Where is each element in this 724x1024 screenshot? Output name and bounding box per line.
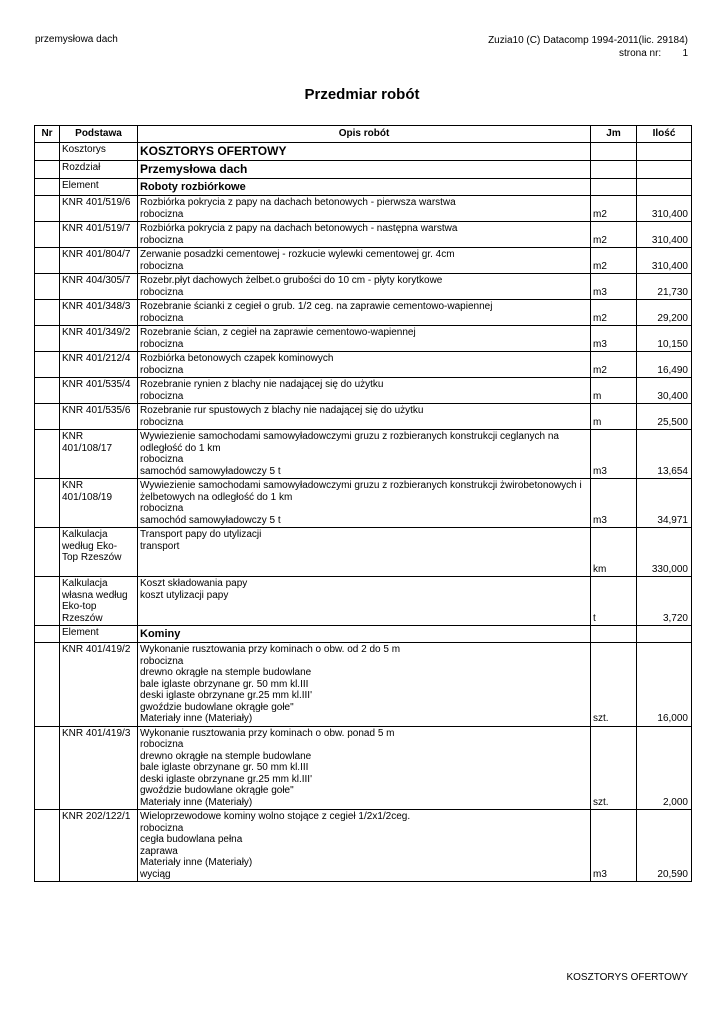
opis-line: Roboty rozbiórkowe: [140, 181, 246, 193]
cell-jm: szt.: [591, 643, 637, 727]
table-row: [35, 378, 692, 404]
cell-opis: [138, 196, 591, 222]
opis-line: koszt utylizacji papy: [140, 589, 229, 601]
header-software-info: [488, 34, 688, 60]
cell-ilosc: 20,590: [637, 810, 692, 882]
opis-line: [140, 613, 588, 625]
table-row: [35, 161, 692, 179]
podstawa-line: Eko-top: [62, 601, 97, 612]
cell-podstawa: [60, 378, 138, 404]
podstawa-line: KNR 401/419/2: [62, 644, 131, 655]
cell-nr: [35, 404, 60, 430]
opis-line: robocizna: [140, 234, 184, 246]
cell-jm: t: [591, 577, 637, 626]
cell-opis: [138, 810, 591, 882]
cell-nr: [35, 810, 60, 882]
cell-nr: [35, 430, 60, 479]
cell-podstawa: [60, 726, 138, 810]
cell-podstawa: [60, 326, 138, 352]
cell-ilosc: [637, 143, 692, 161]
opis-line: bale iglaste obrzynane gr. 50 mm kl.III: [140, 762, 309, 773]
cell-nr: [35, 726, 60, 810]
cell-jm: m3: [591, 810, 637, 882]
opis-line: robocizna: [140, 503, 184, 514]
opis-line: Rozebr.płyt dachowych żelbet.o grubości do 10 cm - płyty korytkowe: [140, 275, 443, 286]
cell-jm: m2: [591, 248, 637, 274]
opis-line: Wykonanie rusztowania przy kominach o obw. od 2 do 5 m: [140, 644, 401, 655]
podstawa-line: KNR 401/519/6: [62, 197, 131, 208]
opis-line: robocizna: [140, 416, 184, 428]
podstawa-line: Element: [62, 180, 99, 191]
opis-line: Koszt składowania papy: [140, 578, 248, 589]
cell-nr: [35, 222, 60, 248]
cell-opis: [138, 378, 591, 404]
table-row: [35, 404, 692, 430]
cell-podstawa: [60, 143, 138, 161]
opis-line: Materiały inne (Materiały): [140, 796, 253, 808]
podstawa-line: KNR 401/349/2: [62, 327, 131, 338]
cell-nr: [35, 626, 60, 643]
opis-line: robocizna: [140, 454, 184, 465]
podstawa-line: Top Rzeszów: [62, 552, 122, 563]
cell-ilosc: 310,400: [637, 248, 692, 274]
table-row: [35, 810, 692, 882]
opis-line: gwoździe budowlane okrągłe gołe": [140, 701, 294, 713]
cell-opis: [138, 222, 591, 248]
opis-line: zaprawa: [140, 845, 178, 857]
podstawa-line: KNR 202/122/1: [62, 811, 131, 822]
cell-podstawa: [60, 528, 138, 577]
cell-podstawa: [60, 196, 138, 222]
cell-jm: m2: [591, 196, 637, 222]
cell-nr: [35, 528, 60, 577]
cell-ilosc: [637, 161, 692, 179]
table-row: [35, 274, 692, 300]
opis-line: [140, 564, 588, 576]
podstawa-line: według Eko-: [62, 540, 118, 552]
opis-line: robocizna: [140, 655, 184, 667]
header-page-indicator: [488, 47, 688, 60]
cell-jm: m3: [591, 274, 637, 300]
table-row: [35, 643, 692, 727]
podstawa-line: Rozdział: [62, 162, 101, 173]
cell-podstawa: [60, 626, 138, 643]
opis-line: robocizna: [140, 208, 184, 220]
cell-jm: [591, 161, 637, 179]
table-row: [35, 300, 692, 326]
podstawa-line: własna według: [62, 589, 128, 601]
column-header-ilosc: Ilość: [637, 126, 692, 143]
cell-podstawa: [60, 300, 138, 326]
opis-line: robocizna: [140, 338, 184, 350]
cell-ilosc: [637, 179, 692, 196]
opis-line: Wieloprzewodowe kominy wolno stojące z cegieł 1/2x1/2ceg.: [140, 811, 411, 822]
cell-ilosc: 310,400: [637, 222, 692, 248]
cell-jm: szt.: [591, 726, 637, 810]
cell-ilosc: 21,730: [637, 274, 692, 300]
cell-nr: [35, 378, 60, 404]
podstawa-line: KNR 401/212/4: [62, 353, 131, 364]
table-row: [35, 577, 692, 626]
cell-nr: [35, 196, 60, 222]
opis-line: [140, 601, 588, 613]
table-row: [35, 352, 692, 378]
cell-nr: [35, 326, 60, 352]
opis-line: drewno okrągłe na stemple budowlane: [140, 750, 312, 762]
cell-ilosc: 13,654: [637, 430, 692, 479]
cell-nr: [35, 300, 60, 326]
podstawa-line: Kalkulacja: [62, 529, 108, 540]
cell-opis: [138, 161, 591, 179]
cell-opis: [138, 326, 591, 352]
cell-opis: [138, 300, 591, 326]
opis-line: Wywiezienie samochodami samowyładowczymi gruzu z rozbieranych konstrukcji ceglanych na: [140, 431, 559, 442]
cell-ilosc: 16,490: [637, 352, 692, 378]
podstawa-line: KNR 401/419/3: [62, 727, 131, 739]
podstawa-line: KNR 401/108/19: [62, 480, 113, 503]
podstawa-line: KNR 401/804/7: [62, 249, 131, 260]
table-row: [35, 222, 692, 248]
opis-line: Przemysłowa dach: [140, 162, 248, 176]
cell-jm: m2: [591, 352, 637, 378]
cell-podstawa: [60, 577, 138, 626]
cell-opis: [138, 577, 591, 626]
cell-jm: [591, 179, 637, 196]
cell-jm: m3: [591, 326, 637, 352]
opis-line: Kominy: [140, 628, 181, 640]
opis-line: wyciąg: [140, 868, 171, 880]
opis-line: Rozbiórka pokrycia z papy na dachach betonowych - następna warstwa: [140, 223, 458, 234]
cell-podstawa: [60, 222, 138, 248]
cell-ilosc: 3,720: [637, 577, 692, 626]
podstawa-line: Element: [62, 627, 99, 638]
opis-line: Materiały inne (Materiały): [140, 857, 253, 868]
opis-line: transport: [140, 540, 180, 552]
cell-opis: [138, 479, 591, 528]
opis-line: Transport papy do utylizacji: [140, 529, 262, 540]
table-row: [35, 528, 692, 577]
cell-opis: [138, 274, 591, 300]
cell-nr: [35, 179, 60, 196]
cell-nr: [35, 479, 60, 528]
cell-ilosc: 10,150: [637, 326, 692, 352]
cell-opis: [138, 248, 591, 274]
table-row: [35, 143, 692, 161]
cell-podstawa: [60, 479, 138, 528]
opis-line: robocizna: [140, 822, 184, 834]
podstawa-line: KNR 401/519/7: [62, 223, 131, 234]
cell-ilosc: 25,500: [637, 404, 692, 430]
opis-line: drewno okrągłe na stemple budowlane: [140, 667, 312, 678]
page-number: 1: [682, 48, 688, 59]
cell-opis: [138, 430, 591, 479]
cell-nr: [35, 161, 60, 179]
opis-line: samochód samowyładowczy 5 t: [140, 465, 281, 477]
opis-line: Rozebranie rynien z blachy nie nadającej się do użytku: [140, 379, 384, 390]
cell-ilosc: 34,971: [637, 479, 692, 528]
cell-ilosc: 16,000: [637, 643, 692, 727]
opis-line: Rozebranie ścianki z cegieł o grub. 1/2 ceg. na zaprawie cementowo-wapiennej: [140, 301, 493, 312]
cell-podstawa: [60, 179, 138, 196]
opis-line: Wywiezienie samochodami samowyładowczymi gruzu z rozbieranych konstrukcji żwirobetonowych i: [140, 480, 582, 491]
cell-podstawa: [60, 430, 138, 479]
opis-line: Zerwanie posadzki cementowej - rozkucie wylewki cementowej gr. 4cm: [140, 249, 455, 260]
przedmiar-table: [34, 125, 692, 882]
cell-jm: m3: [591, 430, 637, 479]
podstawa-line: KNR 404/305/7: [62, 275, 131, 286]
opis-line: odległość do 1 km: [140, 442, 221, 454]
page-title: Przedmiar robót: [304, 86, 420, 103]
column-header-opis: Opis robót: [138, 126, 591, 143]
opis-line: Wykonanie rusztowania przy kominach o obw. ponad 5 m: [140, 727, 395, 739]
table-row: [35, 196, 692, 222]
cell-podstawa: [60, 248, 138, 274]
opis-line: samochód samowyładowczy 5 t: [140, 514, 281, 526]
opis-line: [140, 552, 588, 564]
cell-jm: km: [591, 528, 637, 577]
footer-label: KOSZTORYS OFERTOWY: [566, 972, 688, 983]
opis-line: robocizna: [140, 260, 184, 272]
table-row: [35, 626, 692, 643]
cell-ilosc: 310,400: [637, 196, 692, 222]
cell-ilosc: 29,200: [637, 300, 692, 326]
cell-nr: [35, 143, 60, 161]
page-label: strona nr:: [618, 48, 662, 59]
table-row: [35, 326, 692, 352]
cell-nr: [35, 248, 60, 274]
opis-line: robocizna: [140, 312, 184, 324]
cell-opis: [138, 726, 591, 810]
table-header-row: [35, 126, 692, 143]
header-license: Zuzia10 (C) Datacomp 1994-2011(lic. 29184): [488, 35, 688, 46]
cell-jm: m: [591, 404, 637, 430]
table-row: [35, 726, 692, 810]
table-row: [35, 179, 692, 196]
podstawa-line: Kalkulacja: [62, 578, 108, 589]
podstawa-line: Kosztorys: [62, 144, 106, 155]
cell-jm: m2: [591, 300, 637, 326]
cell-jm: [591, 626, 637, 643]
table-row: [35, 248, 692, 274]
cell-nr: [35, 352, 60, 378]
cell-opis: [138, 179, 591, 196]
cell-jm: [591, 143, 637, 161]
header-project-name: przemysłowa dach: [35, 34, 118, 45]
cell-podstawa: [60, 352, 138, 378]
column-header-nr: Nr: [35, 126, 60, 143]
cell-podstawa: [60, 274, 138, 300]
cell-podstawa: [60, 161, 138, 179]
cell-ilosc: 2,000: [637, 726, 692, 810]
table-body: [35, 143, 692, 882]
podstawa-line: KNR 401/348/3: [62, 301, 131, 312]
cell-podstawa: [60, 404, 138, 430]
cell-nr: [35, 577, 60, 626]
cell-podstawa: [60, 643, 138, 727]
opis-line: cegła budowlana pełna: [140, 834, 243, 845]
opis-line: Materiały inne (Materiały): [140, 713, 253, 724]
opis-line: Rozbiórka betonowych czapek kominowych: [140, 353, 334, 364]
table-row: [35, 430, 692, 479]
opis-line: gwoździe budowlane okrągłe gołe": [140, 785, 294, 796]
podstawa-line: KNR 401/108/17: [62, 431, 113, 454]
podstawa-line: KNR 401/535/4: [62, 379, 131, 390]
cell-ilosc: 30,400: [637, 378, 692, 404]
opis-line: Rozebranie rur spustowych z blachy nie nadającej się do użytku: [140, 405, 424, 416]
cell-jm: m2: [591, 222, 637, 248]
cell-nr: [35, 274, 60, 300]
cell-opis: [138, 528, 591, 577]
opis-line: KOSZTORYS OFERTOWY: [140, 144, 287, 158]
cell-opis: [138, 352, 591, 378]
cell-opis: [138, 626, 591, 643]
opis-line: deski iglaste obrzynane gr.25 mm kl.III': [140, 690, 312, 701]
cell-opis: [138, 643, 591, 727]
cell-jm: m: [591, 378, 637, 404]
opis-line: robocizna: [140, 390, 184, 402]
podstawa-line: KNR 401/535/6: [62, 405, 131, 416]
table-row: [35, 479, 692, 528]
cell-podstawa: [60, 810, 138, 882]
cell-ilosc: 330,000: [637, 528, 692, 577]
cell-opis: [138, 143, 591, 161]
opis-line: robocizna: [140, 364, 184, 376]
cell-nr: [35, 643, 60, 727]
opis-line: bale iglaste obrzynane gr. 50 mm kl.III: [140, 678, 309, 690]
cell-opis: [138, 404, 591, 430]
opis-line: robocizna: [140, 739, 184, 750]
cell-ilosc: [637, 626, 692, 643]
opis-line: Rozbiórka pokrycia z papy na dachach betonowych - pierwsza warstwa: [140, 197, 456, 208]
opis-line: Rozebranie ścian, z cegieł na zaprawie cementowo-wapiennej: [140, 327, 416, 338]
opis-line: deski iglaste obrzynane gr.25 mm kl.III': [140, 773, 312, 785]
podstawa-line: Rzeszów: [62, 612, 103, 624]
column-header-podstawa: Podstawa: [60, 126, 138, 143]
opis-line: żelbetowych na odległość do 1 km: [140, 491, 293, 503]
column-header-jm: Jm: [591, 126, 637, 143]
opis-line: robocizna: [140, 286, 184, 298]
cell-jm: m3: [591, 479, 637, 528]
